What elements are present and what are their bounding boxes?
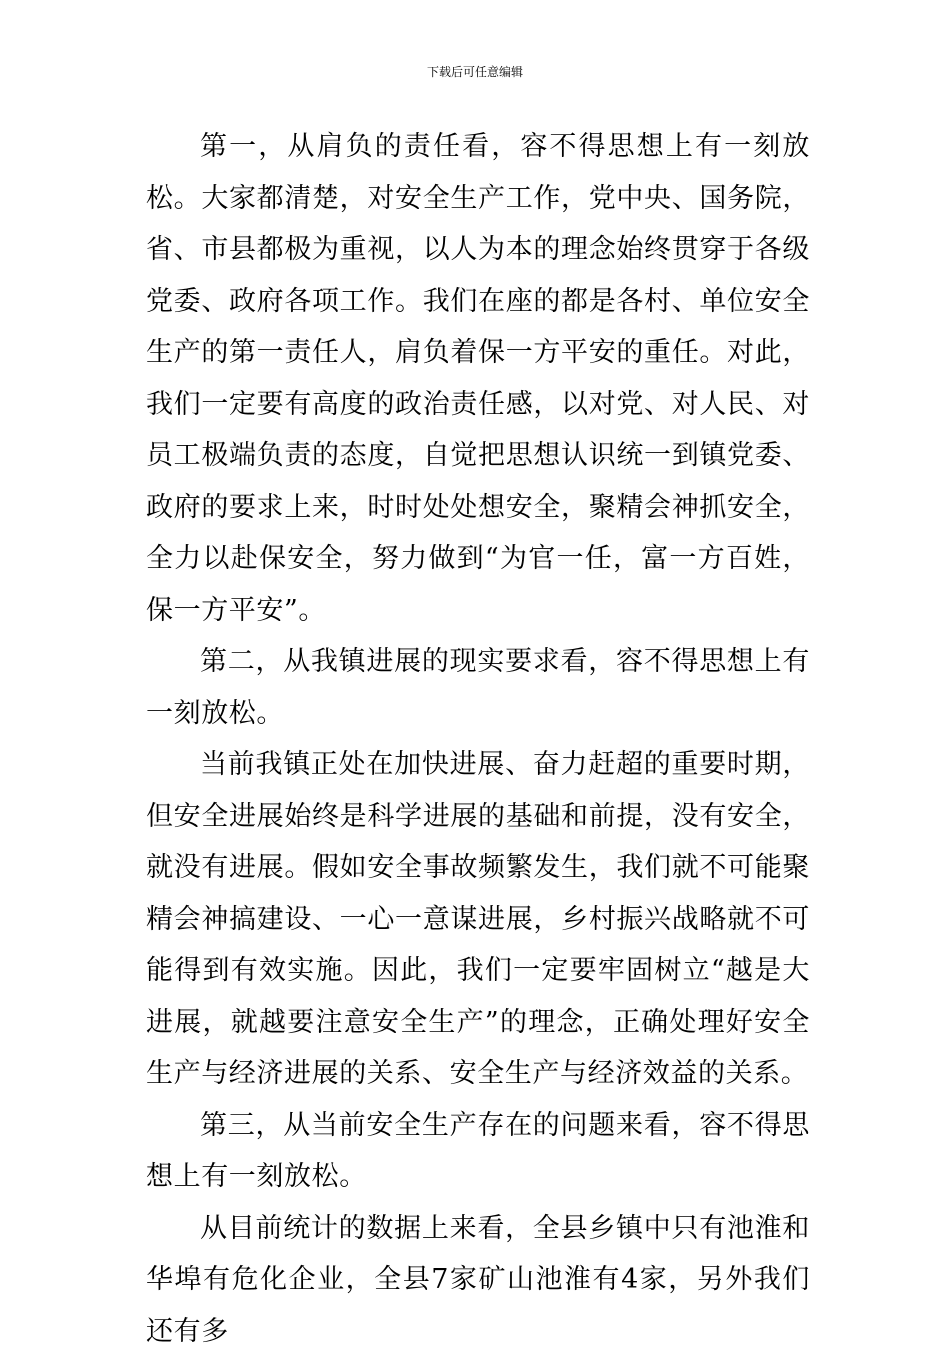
document-body bbox=[146, 121, 810, 1357]
paragraph-3: 当前我镇正处在加快进展、奋力赶超的重要时期，但安全进展始终是科学进展的基础和前提，没有安全，就没有进展。假如安全事故频繁发生，我们就不可能聚精会神搞建设、一心一意谋进展，乡村振兴战略就不可能得到有效实施。因此，我们一定要牢固树立“越是大进展，就越要注意安全生产”的理念，正确处理好安全生产与经济进展的关系、安全生产与经济效益的关系。 bbox=[146, 739, 810, 1100]
paragraph-5: 从目前统计的数据上来看，全县乡镇中只有池淮和华埠有危化企业，全县7家矿山池淮有4家，另外我们还有多 bbox=[146, 1203, 810, 1357]
paragraph-2: 第二，从我镇进展的现实要求看，容不得思想上有一刻放松。 bbox=[146, 636, 810, 739]
paragraph-1: 第一，从肩负的责任看，容不得思想上有一刻放松。大家都清楚，对安全生产工作，党中央、国务院，省、市县都极为重视，以人为本的理念始终贯穿于各级党委、政府各项工作。我们在座的都是各村、单位安全生产的第一责任人，肩负着保一方平安的重任。对此，我们一定要有高度的政治责任感，以对党、对人民、对员工极端负责的态度，自觉把思想认识统一到镇党委、政府的要求上来，时时处处想安全，聚精会神抓安全，全力以赴保安全，努力做到“为官一任，富一方百姓，保一方平安”。 bbox=[146, 121, 810, 636]
paragraph-4: 第三，从当前安全生产存在的问题来看，容不得思想上有一刻放松。 bbox=[146, 1100, 810, 1203]
page-header: 下载后可任意编辑 bbox=[0, 64, 950, 80]
